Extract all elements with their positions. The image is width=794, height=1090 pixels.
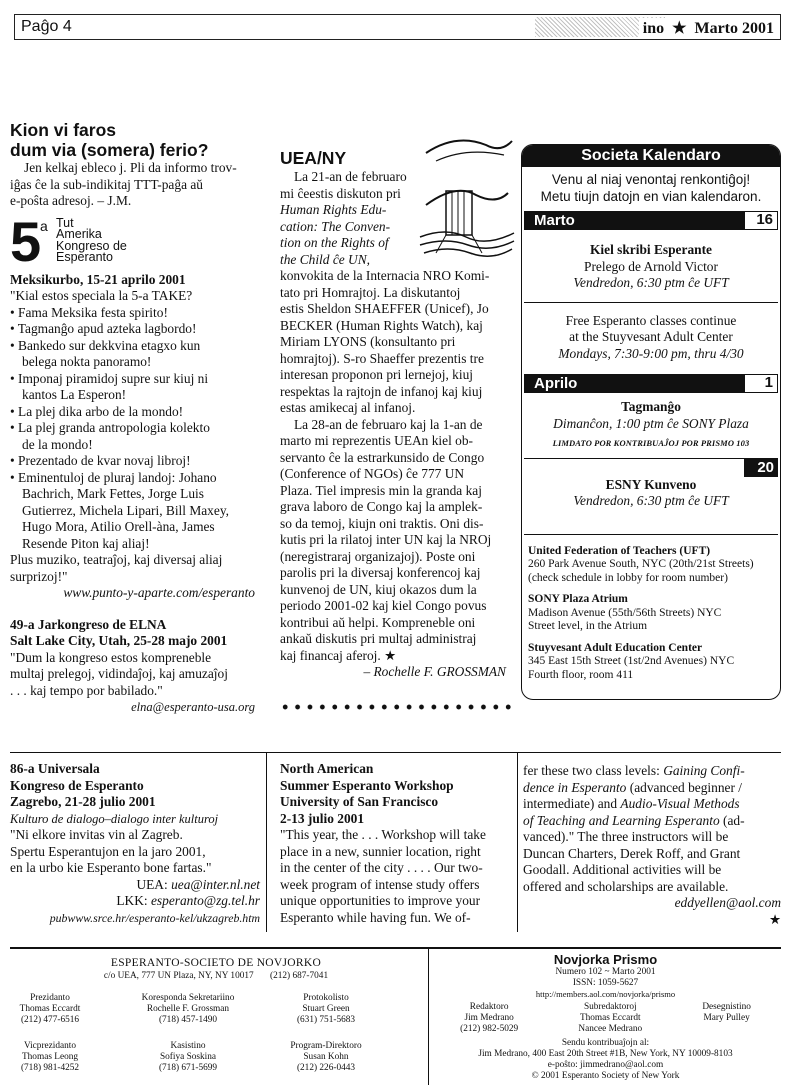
text-line: homrajtoj). S-ro Shaeffer prezentis tre xyxy=(280,350,484,366)
text-run: (ad- xyxy=(719,812,745,828)
text-run: (advanced beginner / xyxy=(626,779,743,795)
text-line: La 21-an de februaro xyxy=(294,169,407,184)
editor-row xyxy=(430,1002,781,1035)
bullet-item xyxy=(10,371,255,404)
designer xyxy=(702,1002,751,1035)
take-question: "Kial estos speciala la 5-a TAKE? xyxy=(10,288,193,303)
text-line: multaj prelegoj, vidindaĵoj, kaj amuzaĵoj xyxy=(10,666,228,681)
header-title-fragment: ino xyxy=(642,20,665,37)
uk-theme: Kulturo de dialogo–dialogo inter kulturoj xyxy=(10,811,219,826)
text-line: kunvenoj de UN, kiuj okazos dum la xyxy=(280,581,477,597)
label: UEA: xyxy=(136,876,168,892)
role: Desegnistino xyxy=(702,1002,751,1012)
venue-line: Madison Avenue (55th/56th Streets) NYC xyxy=(528,606,722,619)
venue-line: (check schedule in lobby for room number) xyxy=(528,571,728,584)
text-line: en la urbo kie Esperanto bone fartas." xyxy=(10,860,212,875)
nasc-heading: University of San Francisco xyxy=(280,794,439,809)
text-line: in the center of the city . . . . Our two- xyxy=(280,860,483,875)
text-line: Jen kelkaj ebleco j. Pli da informo trov- xyxy=(24,160,237,175)
editor xyxy=(460,1002,518,1035)
name: Thomas Eccardt xyxy=(579,1013,641,1023)
take-logo xyxy=(10,209,255,274)
role: Redaktoro xyxy=(469,1002,509,1012)
bullet-item xyxy=(10,420,255,453)
officer-name: Stuart Green xyxy=(302,1004,350,1014)
month-label: Marto xyxy=(534,212,575,229)
officer-role: Protokolisto xyxy=(303,993,349,1003)
label: LKK: xyxy=(116,893,148,908)
text-run: dence in Esperanto xyxy=(523,779,627,795)
column-divider xyxy=(266,752,267,932)
title-line: dum via (somera) ferio? xyxy=(10,140,209,160)
text-line: Gutierrez, Michela Lipari, Bill Maxey, xyxy=(22,502,229,518)
event-title: Kiel skribi Esperante xyxy=(589,242,712,257)
text-line: respektas la rajtojn de infanoj kaj kiuj xyxy=(280,383,483,399)
bullet-item xyxy=(10,321,255,338)
logo-line: Amerika xyxy=(56,227,102,241)
calendar-event-classes xyxy=(522,303,780,375)
elna-heading: Salt Lake City, Utah, 25-28 majo 2001 xyxy=(10,633,228,648)
text-line: Resende Piton kaj aliaj! xyxy=(22,535,150,551)
text-line: tato pri Homrajtoj. La diskutantoj xyxy=(280,284,461,300)
text-line: "This year, the . . . Workshop will take xyxy=(280,827,486,842)
venue-name: Stuyvesant Adult Education Center xyxy=(528,641,703,654)
text-run: of Teaching and Learning Esperanto xyxy=(523,812,720,828)
nasc-email-link[interactable]: eddyellen@aol.com xyxy=(674,895,781,910)
uea-title: UEA/NY xyxy=(280,148,347,168)
text-line: La 28-an de februaro kaj la 1-an de xyxy=(294,416,483,432)
star-icon: ★ xyxy=(768,911,781,927)
event-time: Dimanĉon, 1:00 ptm ĉe SONY Plaza xyxy=(553,415,749,431)
text-line: • Tagmanĝo apud azteka lagbordo! xyxy=(10,321,197,336)
officer-phone: (718) 981-4252 xyxy=(20,1063,80,1073)
take-bullet-list xyxy=(10,305,255,553)
text-run: fer these two class levels: xyxy=(523,763,664,778)
text-line: • La plej granda antropologia kolekto xyxy=(10,420,210,435)
officer xyxy=(118,1041,258,1074)
text-line: Duncan Charters, Derek Roff, and Grant xyxy=(523,845,741,861)
venue-name: United Federation of Teachers (UFT) xyxy=(528,544,711,557)
day-number: 16 xyxy=(744,211,778,230)
text-line: • La plej dika arbo de la mondo! xyxy=(10,403,184,419)
take-url-link[interactable]: www.punto-y-aparte.com/esperanto xyxy=(63,585,255,600)
text-line xyxy=(523,763,781,780)
text-line: Plus muziko, teatraĵoj, kaj diversaj aliaj xyxy=(10,552,223,567)
text-line: surprizoj!" xyxy=(10,568,68,584)
society-phone: (212) 687-7041 xyxy=(270,971,329,981)
calendar-event-kunveno xyxy=(522,477,780,534)
page-header xyxy=(14,14,781,40)
text-line: kutis pri la rilatoj inter UN kaj la NROj xyxy=(280,532,492,547)
venue-entry xyxy=(522,642,780,683)
column-middle xyxy=(280,148,514,681)
officer xyxy=(256,1041,396,1074)
text-line xyxy=(523,796,781,813)
officer-name: Thomas Leong xyxy=(21,1052,79,1062)
officer-phone: (212) 477-6516 xyxy=(20,1015,80,1025)
venue-line: 345 East 15th Street (1st/2nd Avenues) NYC xyxy=(528,655,735,667)
text-line: so da temoj, kiujn oni traktis. Oni dis- xyxy=(280,515,484,531)
phone: (212) 982-5029 xyxy=(460,1024,519,1034)
text-run: Audio-Visual Methods xyxy=(620,796,740,811)
text-line: estis Sheldon SHAEFFER (Unicef), Jo xyxy=(280,301,489,316)
section-divider xyxy=(10,752,781,753)
text-line xyxy=(523,813,781,830)
event-detail: Prelego de Arnold Victor xyxy=(584,258,718,274)
month-label: Aprilo xyxy=(534,375,578,392)
calendar-box xyxy=(521,144,781,700)
uea-signature: – Rochelle F. GROSSMAN xyxy=(363,664,506,679)
text-line: "Ni elkore invitas vin al Zagreb. xyxy=(10,827,183,842)
text-line: kontribui aŭ helpi. Kompreneble oni xyxy=(280,614,476,630)
text-line: Plaza. Tiel impresis min la granda kaj xyxy=(280,482,482,498)
month-bar-marto xyxy=(524,211,778,230)
name: Jim Medrano xyxy=(464,1013,514,1023)
text-run: Gaining Confi- xyxy=(663,763,745,778)
text-line: • Imponaj piramidoj supre sur kiuj ni xyxy=(10,370,209,386)
officer-role: Program-Direktoro xyxy=(290,1041,362,1051)
text-line: • Eminentuloj de pluraj landoj: Johano xyxy=(10,469,217,485)
prismo-title: Novjorka Prismo xyxy=(553,952,658,967)
text-line: de la mondo! xyxy=(22,436,93,452)
venue-line: Fourth floor, room 411 xyxy=(528,668,634,681)
event-time: Vendredon, 6:30 ptm ĉe UFT xyxy=(573,275,729,290)
send-address: Jim Medrano, 400 East 20th Street #1B, New York, NY 10009-8103 xyxy=(478,1049,733,1059)
nasc-body xyxy=(280,827,512,926)
text-line: place in a new, sunnier location, right xyxy=(280,843,481,859)
page-number: Paĝo 4 xyxy=(21,18,72,35)
prismo-url-link[interactable]: http://members.aol.com/novjorka/prismo xyxy=(535,989,676,999)
name: Mary Pulley xyxy=(703,1013,750,1023)
text-line: "Dum la kongreso estos kompreneble xyxy=(10,649,212,665)
event-title: Free Esperanto classes continue xyxy=(565,312,737,328)
officer-role: Prezidanto xyxy=(30,993,70,1003)
text-line: Spertu Esperantujon en la jaro 2001, xyxy=(10,843,206,859)
text-line: grava laboro de Congo kaj la amplek- xyxy=(280,499,483,514)
day-number: 20 xyxy=(744,459,778,477)
dotted-divider xyxy=(279,704,512,710)
name: Nancee Medrano xyxy=(578,1024,643,1034)
day-bar-20 xyxy=(524,459,778,477)
text-line: • Bankedo sur dekkvina etagxo kun xyxy=(10,337,201,353)
officer-phone: (631) 751-5683 xyxy=(296,1015,356,1025)
take-heading: Meksikurbo, 15-21 aprilo 2001 xyxy=(10,271,186,287)
officer xyxy=(256,993,396,1026)
text-line: unique opportunities to improve your xyxy=(280,893,481,908)
calendar-title: Societa Kalendaro xyxy=(522,145,780,167)
officer-name: Susan Kohn xyxy=(303,1052,349,1062)
nasc-heading: North American xyxy=(280,761,374,776)
elna-heading: 49-a Jarkongreso de ELNA xyxy=(10,616,167,632)
text-line: the Child ĉe UN, xyxy=(280,251,371,267)
officer-phone: (718) 671-5699 xyxy=(158,1063,218,1073)
venue-line: 260 Park Avenue South, NYC (20th/21st Streets) xyxy=(528,558,754,570)
uk-lkk-contact xyxy=(10,893,260,910)
text-line: . . . kaj tempo por babilado." xyxy=(10,682,163,698)
text-line: iĝas ĉe la sub-indikitaj TTT-paĝa aŭ xyxy=(10,176,203,192)
venue-line: Street level, in the Atrium xyxy=(528,620,648,632)
officer xyxy=(0,1041,120,1074)
venue-entry xyxy=(522,593,780,634)
uea-paragraph-1 xyxy=(280,268,514,417)
society-contact xyxy=(10,971,422,982)
copyright: © 2001 Esperanto Society of New York xyxy=(531,1071,680,1081)
elna-email-link[interactable]: elna@esperanto-usa.org xyxy=(131,700,255,714)
event-title: Tagmanĝo xyxy=(621,399,681,414)
nasc-continued xyxy=(523,763,781,928)
footer-divider xyxy=(428,949,429,1085)
send-label: Sendu kontribuaĵojn al: xyxy=(561,1038,650,1048)
uk-heading: Zagrebo, 21-28 julio 2001 xyxy=(10,794,156,809)
bullet-item xyxy=(10,470,255,553)
text-line: (Conference of NGOs) ĉe 777 UN xyxy=(280,466,465,481)
uk-heading: 86-a Universala xyxy=(10,761,100,776)
text-line: offered and scholarships are available. xyxy=(523,878,729,894)
event-detail: at the Stuyvesant Adult Center xyxy=(569,329,733,344)
text-line xyxy=(523,780,781,797)
text-line: Metu tiujn datojn en vian kalendaron. xyxy=(540,189,762,204)
calendar-intro xyxy=(522,167,780,211)
text-line: Miriam LYONS (konsultanto pri xyxy=(280,334,456,349)
venue-name: SONY Plaza Atrium xyxy=(528,593,628,605)
column-divider xyxy=(517,752,518,932)
text-line: Human Rights Edu- xyxy=(280,202,387,217)
uea-email-link[interactable]: uea@inter.nl.net xyxy=(171,876,260,892)
role: Subredaktoroj xyxy=(583,1002,637,1012)
society-name: ESPERANTO-SOCIETO DE NOVJORKO xyxy=(110,957,322,969)
text-line: periodo 2001-02 kaj kiel Congo povus xyxy=(280,598,487,613)
editor-email-link[interactable]: e-poŝto: jimmedrano@aol.com xyxy=(547,1060,664,1070)
text-run: intermediate) and xyxy=(523,796,621,811)
text-line: cation: The Conven- xyxy=(280,218,391,234)
text-line: tion on the Rights of xyxy=(280,235,389,250)
prismo-issn: ISSN: 1059-5627 xyxy=(572,978,639,988)
take-logo-number: 5 xyxy=(10,209,42,273)
bullet-item xyxy=(10,453,255,470)
text-line: servanto ĉe la estrarkunsido de Congo xyxy=(280,449,485,465)
uk-url-link[interactable]: pubwww.srce.hr/esperanto-kel/ukzagreb.htm xyxy=(49,910,260,925)
officer-phone: (718) 457-1490 xyxy=(158,1015,218,1025)
text-line: kantos La Esperon! xyxy=(22,387,127,402)
take-logo-sup: a xyxy=(40,217,48,234)
month-bar-aprilo xyxy=(524,374,778,393)
nasc-heading: 2-13 julio 2001 xyxy=(280,810,365,826)
uea-paragraph-2 xyxy=(280,417,514,665)
society-info xyxy=(10,957,422,982)
text-line: ankaŭ diskutis pri multaj administraj xyxy=(280,631,477,646)
event-deadline: LIMDATO POR KONTRIBUAĴOJ POR PRISMO 103 xyxy=(552,438,750,448)
logo-line: Esperanto xyxy=(56,250,113,264)
officer-name: Sofiya Soskina xyxy=(159,1052,217,1062)
text-line: mi ĉeestis diskuton pri xyxy=(280,185,401,201)
text-line: Esperanto while having fun. We of- xyxy=(280,909,471,925)
event-time: Vendredon, 6:30 ptm ĉe UFT xyxy=(573,493,729,508)
officer xyxy=(118,993,258,1026)
officer-name: Rochelle F. Grossman xyxy=(146,1004,230,1014)
text-line: konvokita de la Internacia NRO Komi- xyxy=(280,268,490,283)
star-icon: ★ xyxy=(672,20,687,37)
prismo-issue: Numero 102 ~ Marto 2001 xyxy=(555,967,656,977)
uk-uea-contact xyxy=(10,877,260,894)
officer-role: Vicprezidanto xyxy=(23,1041,77,1051)
event-time: Mondays, 7:30-9:00 pm, thru 4/30 xyxy=(558,345,744,361)
text-line: parolis pri la diversaj konferencoj kaj xyxy=(280,565,481,580)
logo-line: Tut xyxy=(56,215,74,230)
nasc-heading: Summer Esperanto Workshop xyxy=(280,777,454,793)
event-title: ESNY Kunveno xyxy=(605,476,697,492)
calendar-event-kiel-skribi xyxy=(522,230,780,302)
officer-phone: (212) 226-0443 xyxy=(296,1063,356,1073)
text-line: week program of intense study offers xyxy=(280,876,480,892)
officer-role: Koresponda Sekretariino xyxy=(141,993,235,1003)
logo-line: Kongreso de xyxy=(56,238,127,253)
take-logo-text xyxy=(56,215,127,264)
text-line: BECKER (Human Rights Watch), kaj xyxy=(280,317,483,333)
nasc-section xyxy=(280,761,512,926)
masthead-footer xyxy=(10,947,781,1085)
sub-editors xyxy=(578,1002,642,1035)
text-line: Hugo Mora, Atilio Orell-àna, James xyxy=(22,519,215,534)
text-line: Goodall. Additional activities will be xyxy=(523,862,722,877)
header-date: Marto 2001 xyxy=(694,20,774,37)
text-line: e-poŝta adresoj. – J.M. xyxy=(10,193,132,208)
header-issue xyxy=(639,18,774,38)
bullet-item xyxy=(10,305,255,322)
society-address: c/o UEA, 777 UN Plaza, NY, NY 10017 xyxy=(103,971,254,981)
text-line: kaj financaj aferoj. ★ xyxy=(280,647,397,663)
uea-paragraph-1-narrow xyxy=(280,169,415,268)
kion-intro xyxy=(10,160,255,177)
text-line: vanced)." The three instructors will be xyxy=(523,829,729,844)
text-line: marto mi reprezentis UEAn kiel ob- xyxy=(280,433,473,448)
text-line: (neregistraraj organizajoj). Poste oni xyxy=(280,548,476,564)
day-number: 1 xyxy=(744,374,778,393)
venue-list xyxy=(522,535,780,683)
officer xyxy=(0,993,120,1026)
title-line: Kion vi faros xyxy=(10,120,116,140)
kion-title xyxy=(10,120,255,160)
bullet-item xyxy=(10,404,255,421)
uk-section xyxy=(10,761,260,926)
officer-role: Kasistino xyxy=(170,1041,206,1051)
bullet-item xyxy=(10,338,255,371)
text-line: belega nokta panoramo! xyxy=(22,354,152,369)
lkk-email-link[interactable]: esperanto@zg.tel.hr xyxy=(150,893,260,908)
text-line: • Fama Meksika festa spirito! xyxy=(10,304,168,320)
text-line: Venu al niaj venontaj renkontiĝoj! xyxy=(551,172,751,187)
text-line: • Prezentado de kvar novaj libroj! xyxy=(10,453,191,468)
uk-heading: Kongreso de Esperanto xyxy=(10,777,144,793)
calendar-event-tagmango xyxy=(522,393,780,458)
venue-entry xyxy=(522,545,780,586)
text-line: Bachrich, Mark Fettes, Jorge Luis xyxy=(22,486,204,501)
prismo-masthead xyxy=(430,952,781,1082)
text-line: estas amikecaj al infanoj. xyxy=(280,400,416,415)
text-line: interesan proponon pri lernejoj, kiuj xyxy=(280,367,474,382)
officer-name: Thomas Eccardt xyxy=(19,1004,81,1014)
column-left xyxy=(10,120,255,716)
